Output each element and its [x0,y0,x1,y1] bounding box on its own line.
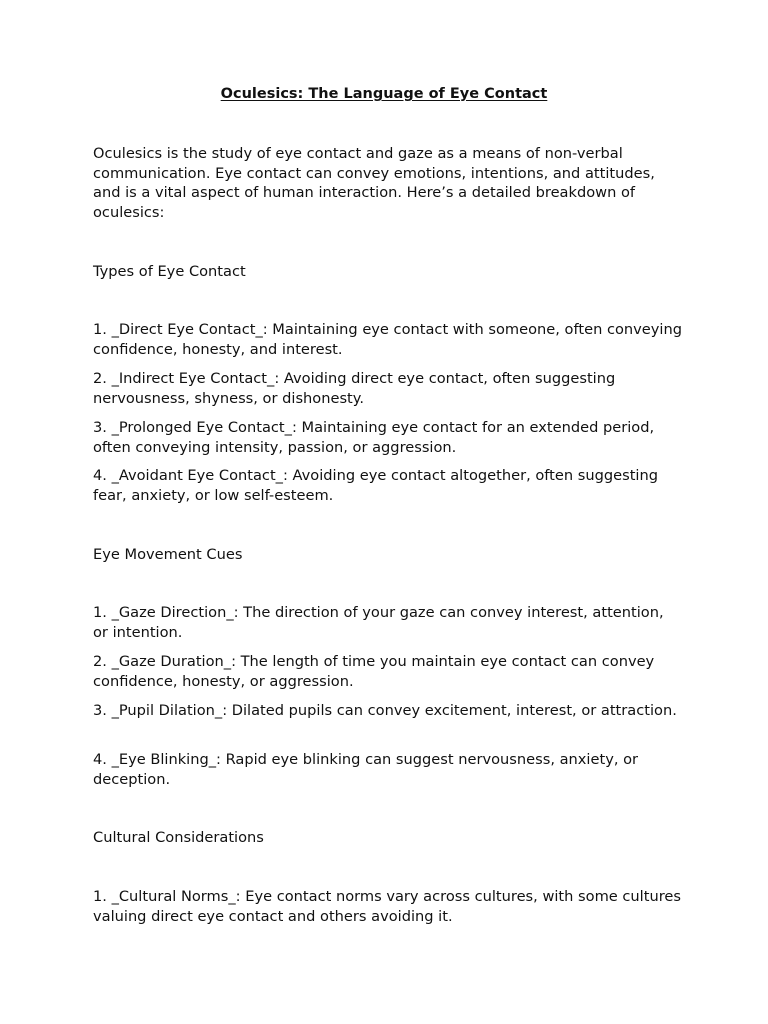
section-heading-types: Types of Eye Contact [93,263,246,280]
list-item: 1. _Direct Eye Contact_: Maintaining eye contact with someone, often conveying confidence, honesty, and interest. [93,321,682,358]
list-item: 4. _Eye Blinking_: Rapid eye blinking can suggest nervousness, anxiety, or deception. [93,751,639,788]
list-item: 4. _Avoidant Eye Contact_: Avoiding eye contact altogether, often suggesting fear, anxiety, or low self-esteem. [93,467,659,504]
list-item: 1. _Cultural Norms_: Eye contact norms vary across cultures, with some cultures valuing direct eye contact and others avoiding it. [93,888,681,925]
document-title: Oculesics: The Language of Eye Contact [220,86,548,102]
section-heading-cultural: Cultural Considerations [93,829,264,846]
list-item: 1. _Gaze Direction_: The direction of your gaze can convey interest, attention, or intention. [93,604,664,641]
list-item: 3. _Prolonged Eye Contact_: Maintaining eye contact for an extended period, often conveying intensity, passion, or aggression. [93,419,655,456]
section-heading-eye-movement: Eye Movement Cues [93,546,243,563]
intro-paragraph: Oculesics is the study of eye contact and gaze as a means of non-verbal communication. Eye contact can convey emotions, intentions, and attitudes, and is a vital aspect of human interaction. Here’s a detailed breakdown of oculesics: [93,145,655,222]
list-item: 2. _Indirect Eye Contact_: Avoiding direct eye contact, often suggesting nervousness, shyness, or dishonesty. [93,370,616,407]
list-item: 2. _Gaze Duration_: The length of time you maintain eye contact can convey confidence, honesty, or aggression. [93,653,655,690]
list-item: 3. _Pupil Dilation_: Dilated pupils can convey excitement, interest, or attraction. [93,702,677,719]
